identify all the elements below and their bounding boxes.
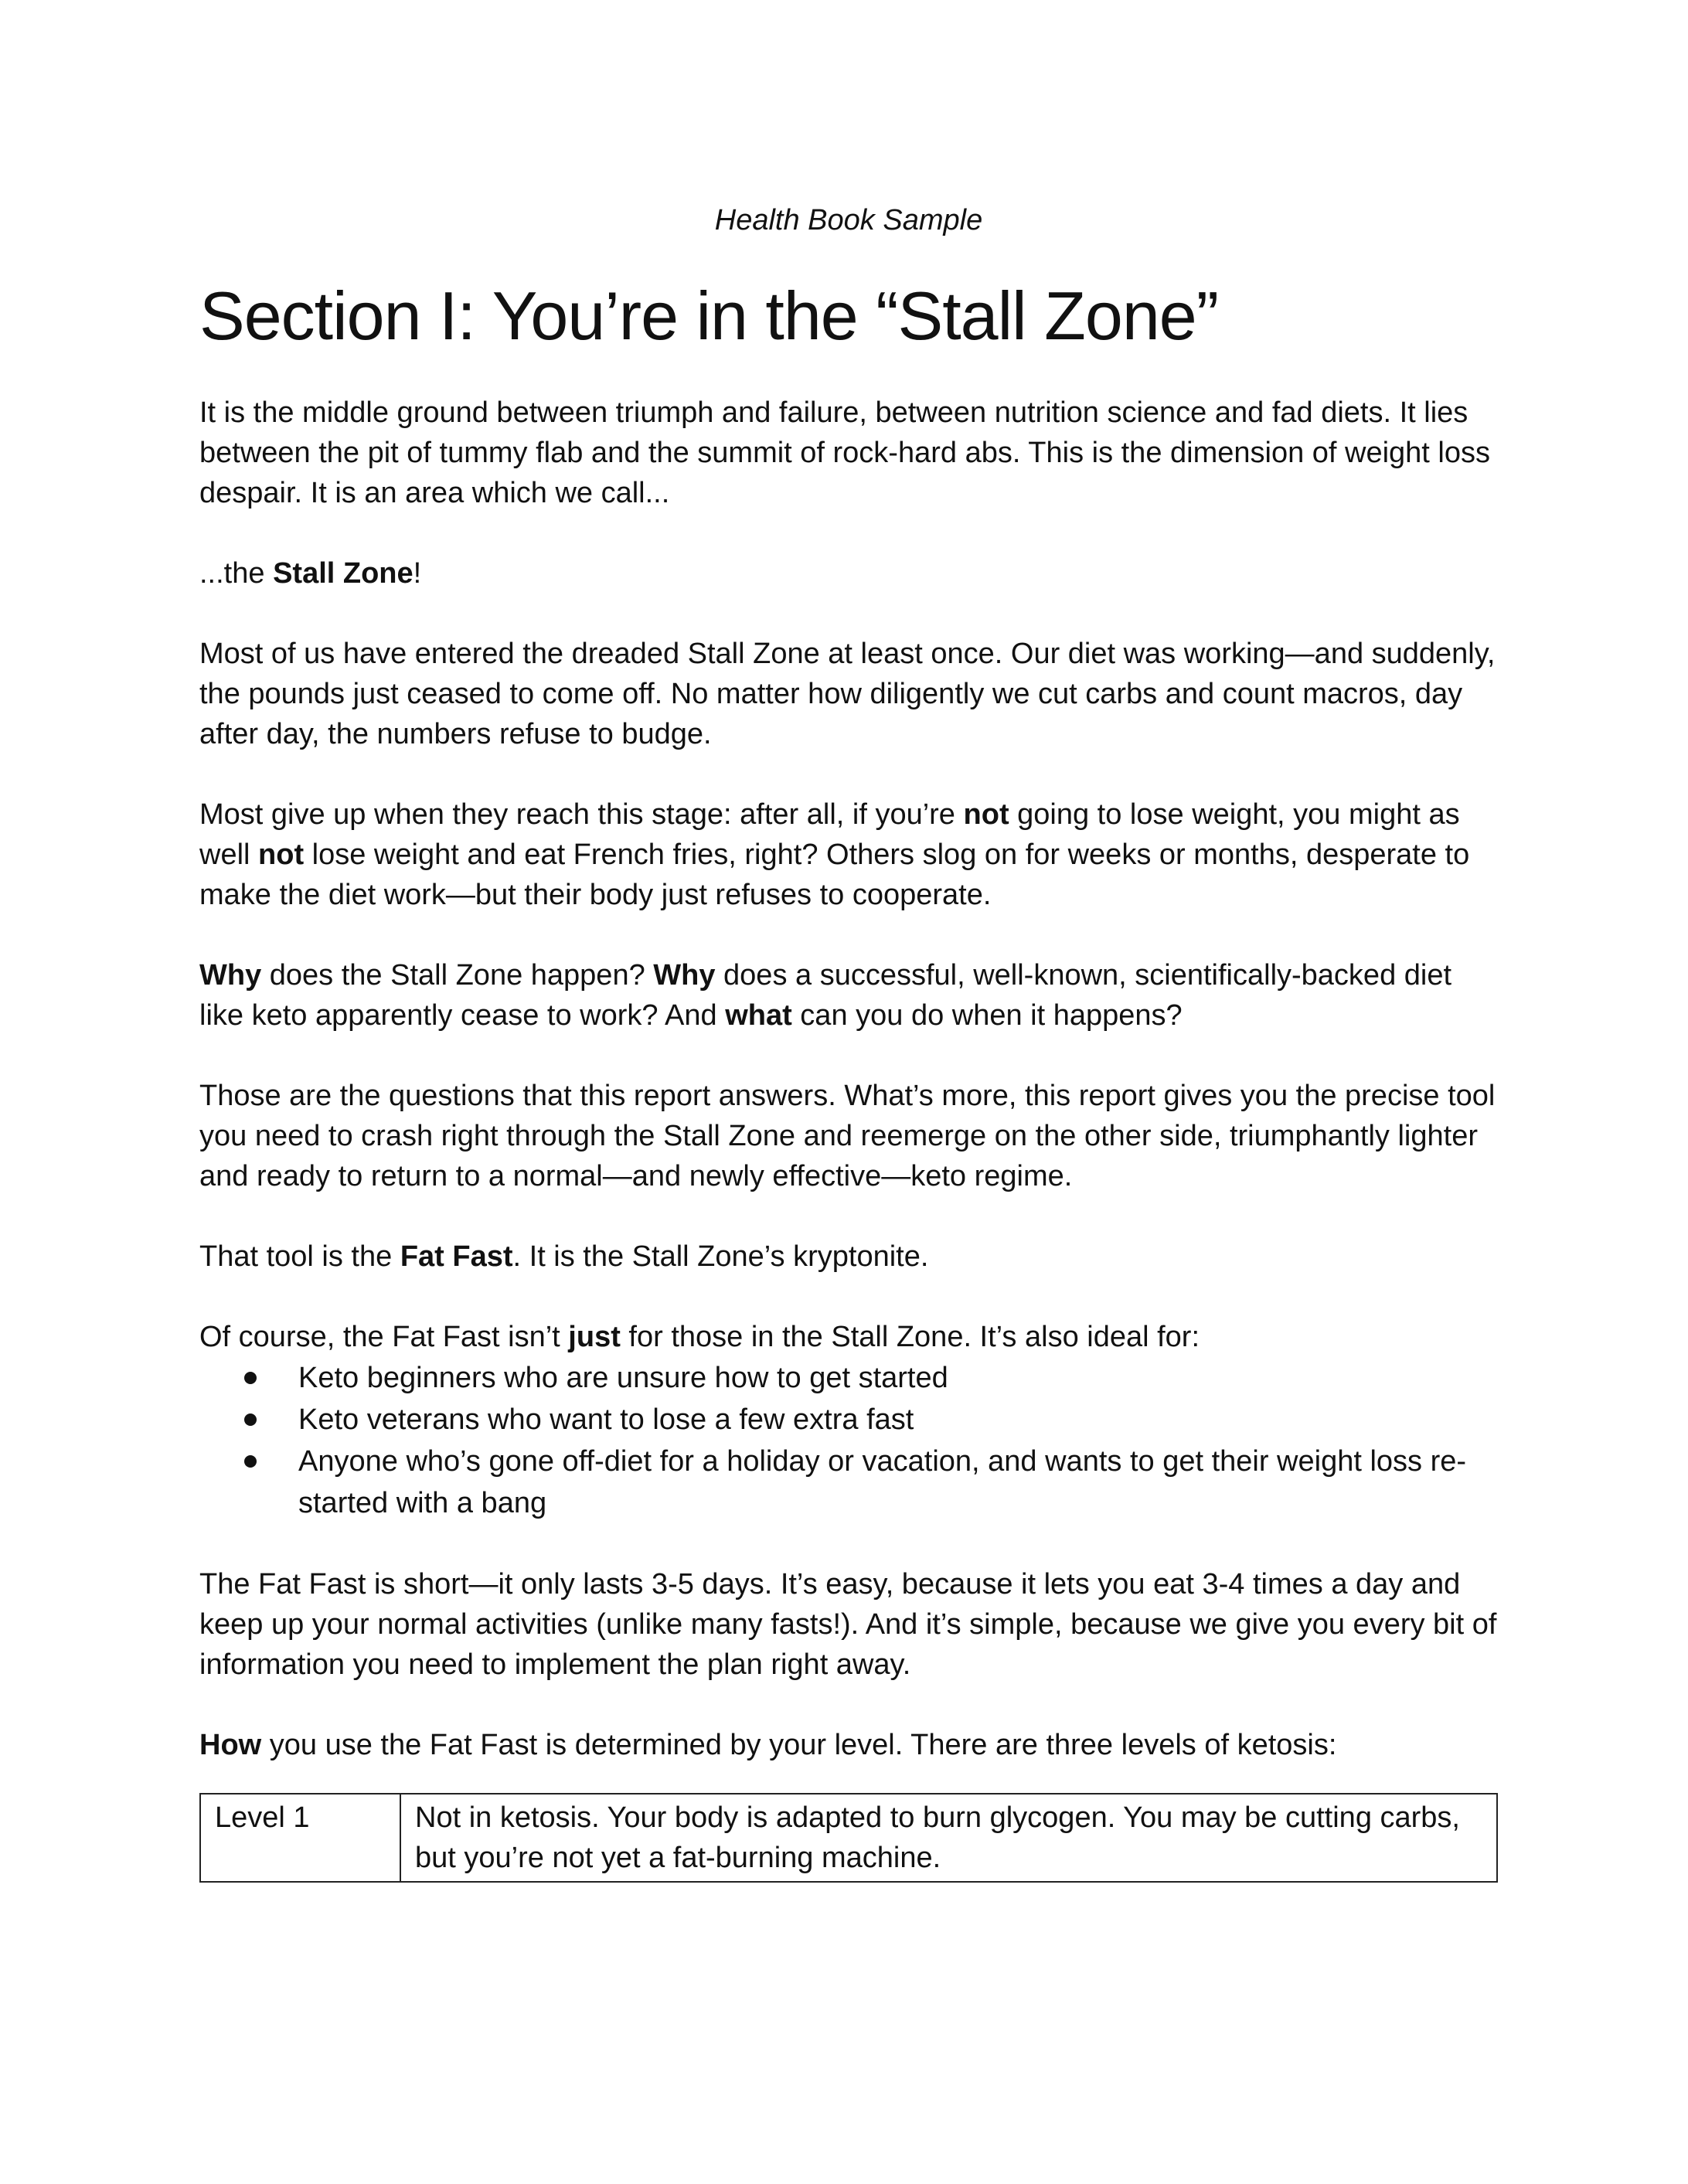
text-run: does a successful, well-known, scientifically-backed diet like keto apparently cease to work? And <box>199 959 1452 1032</box>
bullet-icon <box>244 1413 257 1426</box>
text-run: going to lose weight, you might as well <box>199 798 1460 871</box>
text-run: lose weight and eat French fries, right? Others slog on for weeks or months, desperate to make the diet work—but their body just refuses to cooperate. <box>199 839 1470 911</box>
list-item-text: Keto veterans who want to lose a few extra fast <box>298 1403 914 1436</box>
text-run: you use the Fat Fast is determined by your level. There are three levels of ketosis: <box>261 1729 1337 1761</box>
dreaded-stall-paragraph: Most of us have entered the dreaded Stall Zone at least once. Our diet was working—and suddenly, the pounds just ceased to come off. No matter how diligently we cut carbs and count macros, day after day, the numbers refuse to budge. <box>199 638 1496 750</box>
text-run: That tool is the <box>199 1240 400 1273</box>
text-run: for those in the Stall Zone. It’s also ideal for: <box>620 1321 1200 1353</box>
bold-text: Why <box>653 959 716 992</box>
intro-paragraph: It is the middle ground between triumph and failure, between nutrition science and fad diets. It lies between the pit of tummy flab and the summit of rock-hard abs. This is the dimension of weight loss despair. It is an area which we call... <box>199 396 1490 509</box>
list-item <box>199 1357 1498 1399</box>
level-cell: Level 1 <box>200 1794 400 1882</box>
page-content <box>199 198 1498 1883</box>
bold-text: not <box>258 839 305 871</box>
questions-paragraph: Those are the questions that this report answers. What’s more, this report gives you the precise tool you need to crash right through the Stall Zone and reemerge on the other side, triumphantly lighter and ready to return to a normal—and newly effective—keto regime. <box>199 1080 1496 1192</box>
text-run: Of course, the Fat Fast isn’t <box>199 1321 569 1353</box>
text-run: ...the <box>199 557 274 590</box>
bold-text: not <box>963 798 1009 831</box>
bullet-icon <box>244 1372 257 1384</box>
list-item <box>199 1441 1498 1524</box>
tool-paragraph <box>199 1237 1498 1277</box>
bullet-icon <box>244 1455 257 1468</box>
how-paragraph <box>199 1725 1498 1765</box>
bold-text: what <box>725 999 792 1032</box>
give-up-paragraph <box>199 794 1498 915</box>
ideal-for-list <box>199 1357 1498 1524</box>
list-item-text: Keto beginners who are unsure how to get started <box>298 1362 948 1394</box>
list-item <box>199 1399 1498 1441</box>
bold-text: just <box>568 1321 621 1353</box>
bold-text: Why <box>199 959 262 992</box>
stall-zone-paragraph <box>199 553 1498 594</box>
text-run: Most give up when they reach this stage: after all, if you’re <box>199 798 964 831</box>
list-item-text: Anyone who’s gone off-diet for a holiday or vacation, and wants to get their weight loss re-started with a bang <box>298 1445 1467 1519</box>
text-run: ! <box>413 557 422 590</box>
bold-text: Stall Zone <box>273 557 413 590</box>
level-description-cell: Not in ketosis. Your body is adapted to burn glycogen. You may be cutting carbs, but you’re not yet a fat-burning machine. <box>400 1794 1497 1882</box>
section-title: Section I: You’re in the “Stall Zone” <box>199 277 1219 354</box>
table-row <box>200 1794 1497 1882</box>
running-header: Health Book Sample <box>714 204 983 236</box>
text-run: . It is the Stall Zone’s kryptonite. <box>512 1240 929 1273</box>
ketosis-levels-table <box>199 1793 1498 1883</box>
ideal-for-paragraph <box>199 1317 1498 1357</box>
text-run: does the Stall Zone happen? <box>261 959 654 992</box>
short-easy-paragraph: The Fat Fast is short—it only lasts 3-5 days. It’s easy, because it lets you eat 3-4 times a day and keep up your normal activities (unlike many fasts!). And it’s simple, because we give you every bit of information you need to implement the plan right away. <box>199 1568 1497 1681</box>
text-run: can you do when it happens? <box>791 999 1183 1032</box>
why-paragraph <box>199 955 1498 1036</box>
bold-text: How <box>199 1729 262 1761</box>
bold-text: Fat Fast <box>400 1240 513 1273</box>
